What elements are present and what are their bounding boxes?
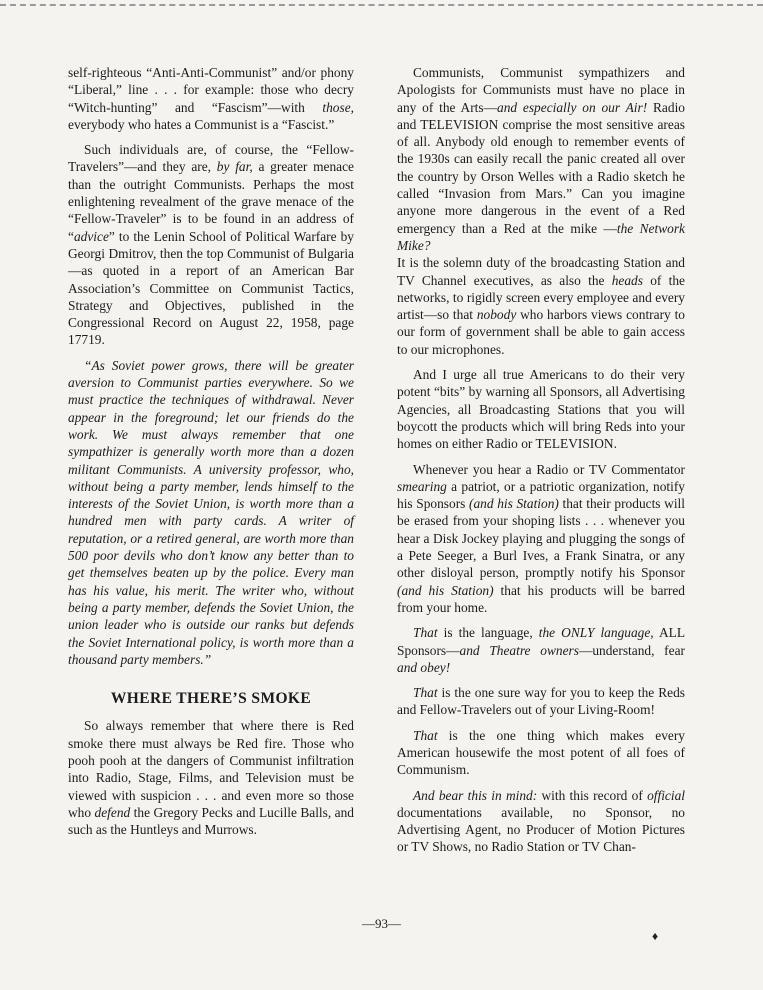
text-run: with this record of xyxy=(537,787,648,803)
text-run: that his products will be barred from your home. xyxy=(397,582,685,615)
text-run: of the networks, to rigidly screen every employee and every artist—so that xyxy=(397,272,685,323)
text-run: everybody who hates a Communist is a “Fascist.” xyxy=(68,116,335,132)
text-run: Radio and TELEVISION comprise the most sensitive areas of all. Anybody old enough to remember events of the 1930s can easily recall the panic created all over the country by Orson Welles with a Radio sketch he called “Invasion from Mars.” Can you imagine anyone more dangerous in the event of a Red emergency than a Red at the mike — xyxy=(397,99,685,236)
paragraph xyxy=(397,684,685,719)
emphasis-text: That xyxy=(413,625,438,641)
emphasis-text: smearing xyxy=(397,478,447,494)
text-run: a patriot, or a patriotic organization, notify his Sponsors xyxy=(397,478,685,512)
text-run: Communists, Communist sympathizers and Apologists for Communists must have no place in any of the Arts— xyxy=(397,65,685,115)
paragraph xyxy=(397,787,685,856)
top-border-decoration xyxy=(0,4,763,6)
text-run: a greater menace than the outright Communists. Perhaps the most enlightening revealment of the grave menace of the “Fellow-Traveler” is to be found in an address of “ xyxy=(68,159,354,244)
text-run: documentations available, no Sponsor, no Advertising Agent, no Producer of Motion Pictures or TV Shows, no Radio Station or TV Chan- xyxy=(397,804,685,855)
emphasis-text: those, xyxy=(322,99,354,115)
paragraph xyxy=(397,624,685,676)
text-run: ALL Sponsors— xyxy=(397,625,686,658)
text-run: So always remember that where there is Red smoke there must always be Red fire. Those who pooh pooh at the dangers of Communist infiltration into Radio, Stage, Films, and Television must be viewed with suspicion . . . and even more so those who xyxy=(68,718,354,820)
text-run: Such individuals are, of course, the “Fellow-Travelers”—and they are, xyxy=(68,142,354,175)
emphasis-text: and obey! xyxy=(397,659,451,675)
emphasis-text: the Network Mike? xyxy=(397,220,685,253)
emphasis-text: That xyxy=(413,727,438,743)
emphasis-text: (and his Station) xyxy=(397,582,494,598)
emphasis-text: That xyxy=(413,685,438,701)
paragraph: And I urge all true Americans to do their very potent “bits” by warning all Sponsors, all Advertising Agencies, all Broadcasting Stations that you will boycott the products which will bring Reds into your homes on either Radio or TELEVISION. xyxy=(397,367,685,452)
dmitrov-quote: “As Soviet power grows, there will be greater aversion to Communist parties everywhere. So we must practice the techniques of withdrawal. Never appear in the foreground; let our friends do the work. We must always remember that one sympathizer is generally worth more than a dozen militant Communists. A university professor, who, without being a party member, lends himself to the interests of the Soviet Union, is worth more than a hundred men with party cards. A writer of reputation, or a retired general, are worth more than 500 poor devils who don’t know any better than to get themselves beaten up by the police. Every man has his value, his merit. The writer who, without being a party member, defends the Soviet Union, the union leader who is outside our ranks but defends the Soviet International policy, is worth more than a thousand party members.” xyxy=(68,357,354,667)
emphasis-text: official xyxy=(647,787,685,803)
text-run: Whenever you hear a Radio or TV Commentator xyxy=(413,461,685,477)
text-run: who harbors views contrary to our form of government shall be able to gain access to our microphones. xyxy=(397,307,685,357)
right-column xyxy=(397,64,685,864)
text-run: the Gregory Pecks and Lucille Balls, and such as the Huntleys and Murrows. xyxy=(68,804,354,838)
left-column xyxy=(68,64,354,846)
text-run: is the language, xyxy=(437,625,539,641)
emphasis-text: the ONLY language, xyxy=(538,625,654,641)
emphasis-text: nobody xyxy=(476,307,517,323)
text-run: ” to the Lenin School of Political Warfare by Georgi Dmitrov, then the top Communist of Bulgaria—as quoted in a report of an American Bar Association’s Committee on Communist Tactics, Strategy and Objectives, published in the Congressional Record on August 22, 1958, page 17719. xyxy=(68,228,354,348)
emphasis-text: (and his Station) xyxy=(469,496,559,512)
text-run: is the one sure way for you to keep the Reds and Fellow-Travelers out of your Living-Room! xyxy=(397,685,685,718)
paragraph xyxy=(397,461,685,617)
paragraph xyxy=(397,727,685,779)
paragraph xyxy=(397,254,685,358)
paragraph xyxy=(68,141,354,349)
emphasis-text: by far, xyxy=(216,159,253,175)
text-run: It is the solemn duty of the broadcasting Station and TV Channel executives, as also the xyxy=(397,255,685,288)
page-number: —93— xyxy=(362,916,401,931)
emphasis-text: and especially on our Air! xyxy=(497,99,648,115)
paragraph xyxy=(397,64,685,254)
text-run: is the one thing which makes every American housewife the most potent of all foes of Communism. xyxy=(397,727,685,778)
text-run: that their products will be erased from your shoping lists . . . whenever you hear a Disk Jockey playing and plugging the songs of a Pete Seeger, a Burl Ives, a Frank Sinatra, or any other disloyal person, promptly notify his Sponsor xyxy=(397,496,685,581)
section-heading: WHERE THERE’S SMOKE xyxy=(110,690,312,708)
emphasis-text: defend xyxy=(94,804,131,820)
paragraph xyxy=(68,64,354,133)
emphasis-text: and Theatre owners xyxy=(459,642,579,658)
text-run: —understand, fear xyxy=(578,642,685,658)
emphasis-text: advice xyxy=(73,228,109,244)
paragraph xyxy=(68,717,354,838)
text-run: self-righteous “Anti-Anti-Communist” and/or phony “Liberal,” line . . . for example: those who decry “Witch-hunting” and “Fascism”—with xyxy=(68,65,354,115)
emphasis-text: And bear this in mind: xyxy=(413,787,538,803)
ink-mark-decoration: ♦ xyxy=(652,929,659,943)
emphasis-text: heads xyxy=(611,272,643,288)
